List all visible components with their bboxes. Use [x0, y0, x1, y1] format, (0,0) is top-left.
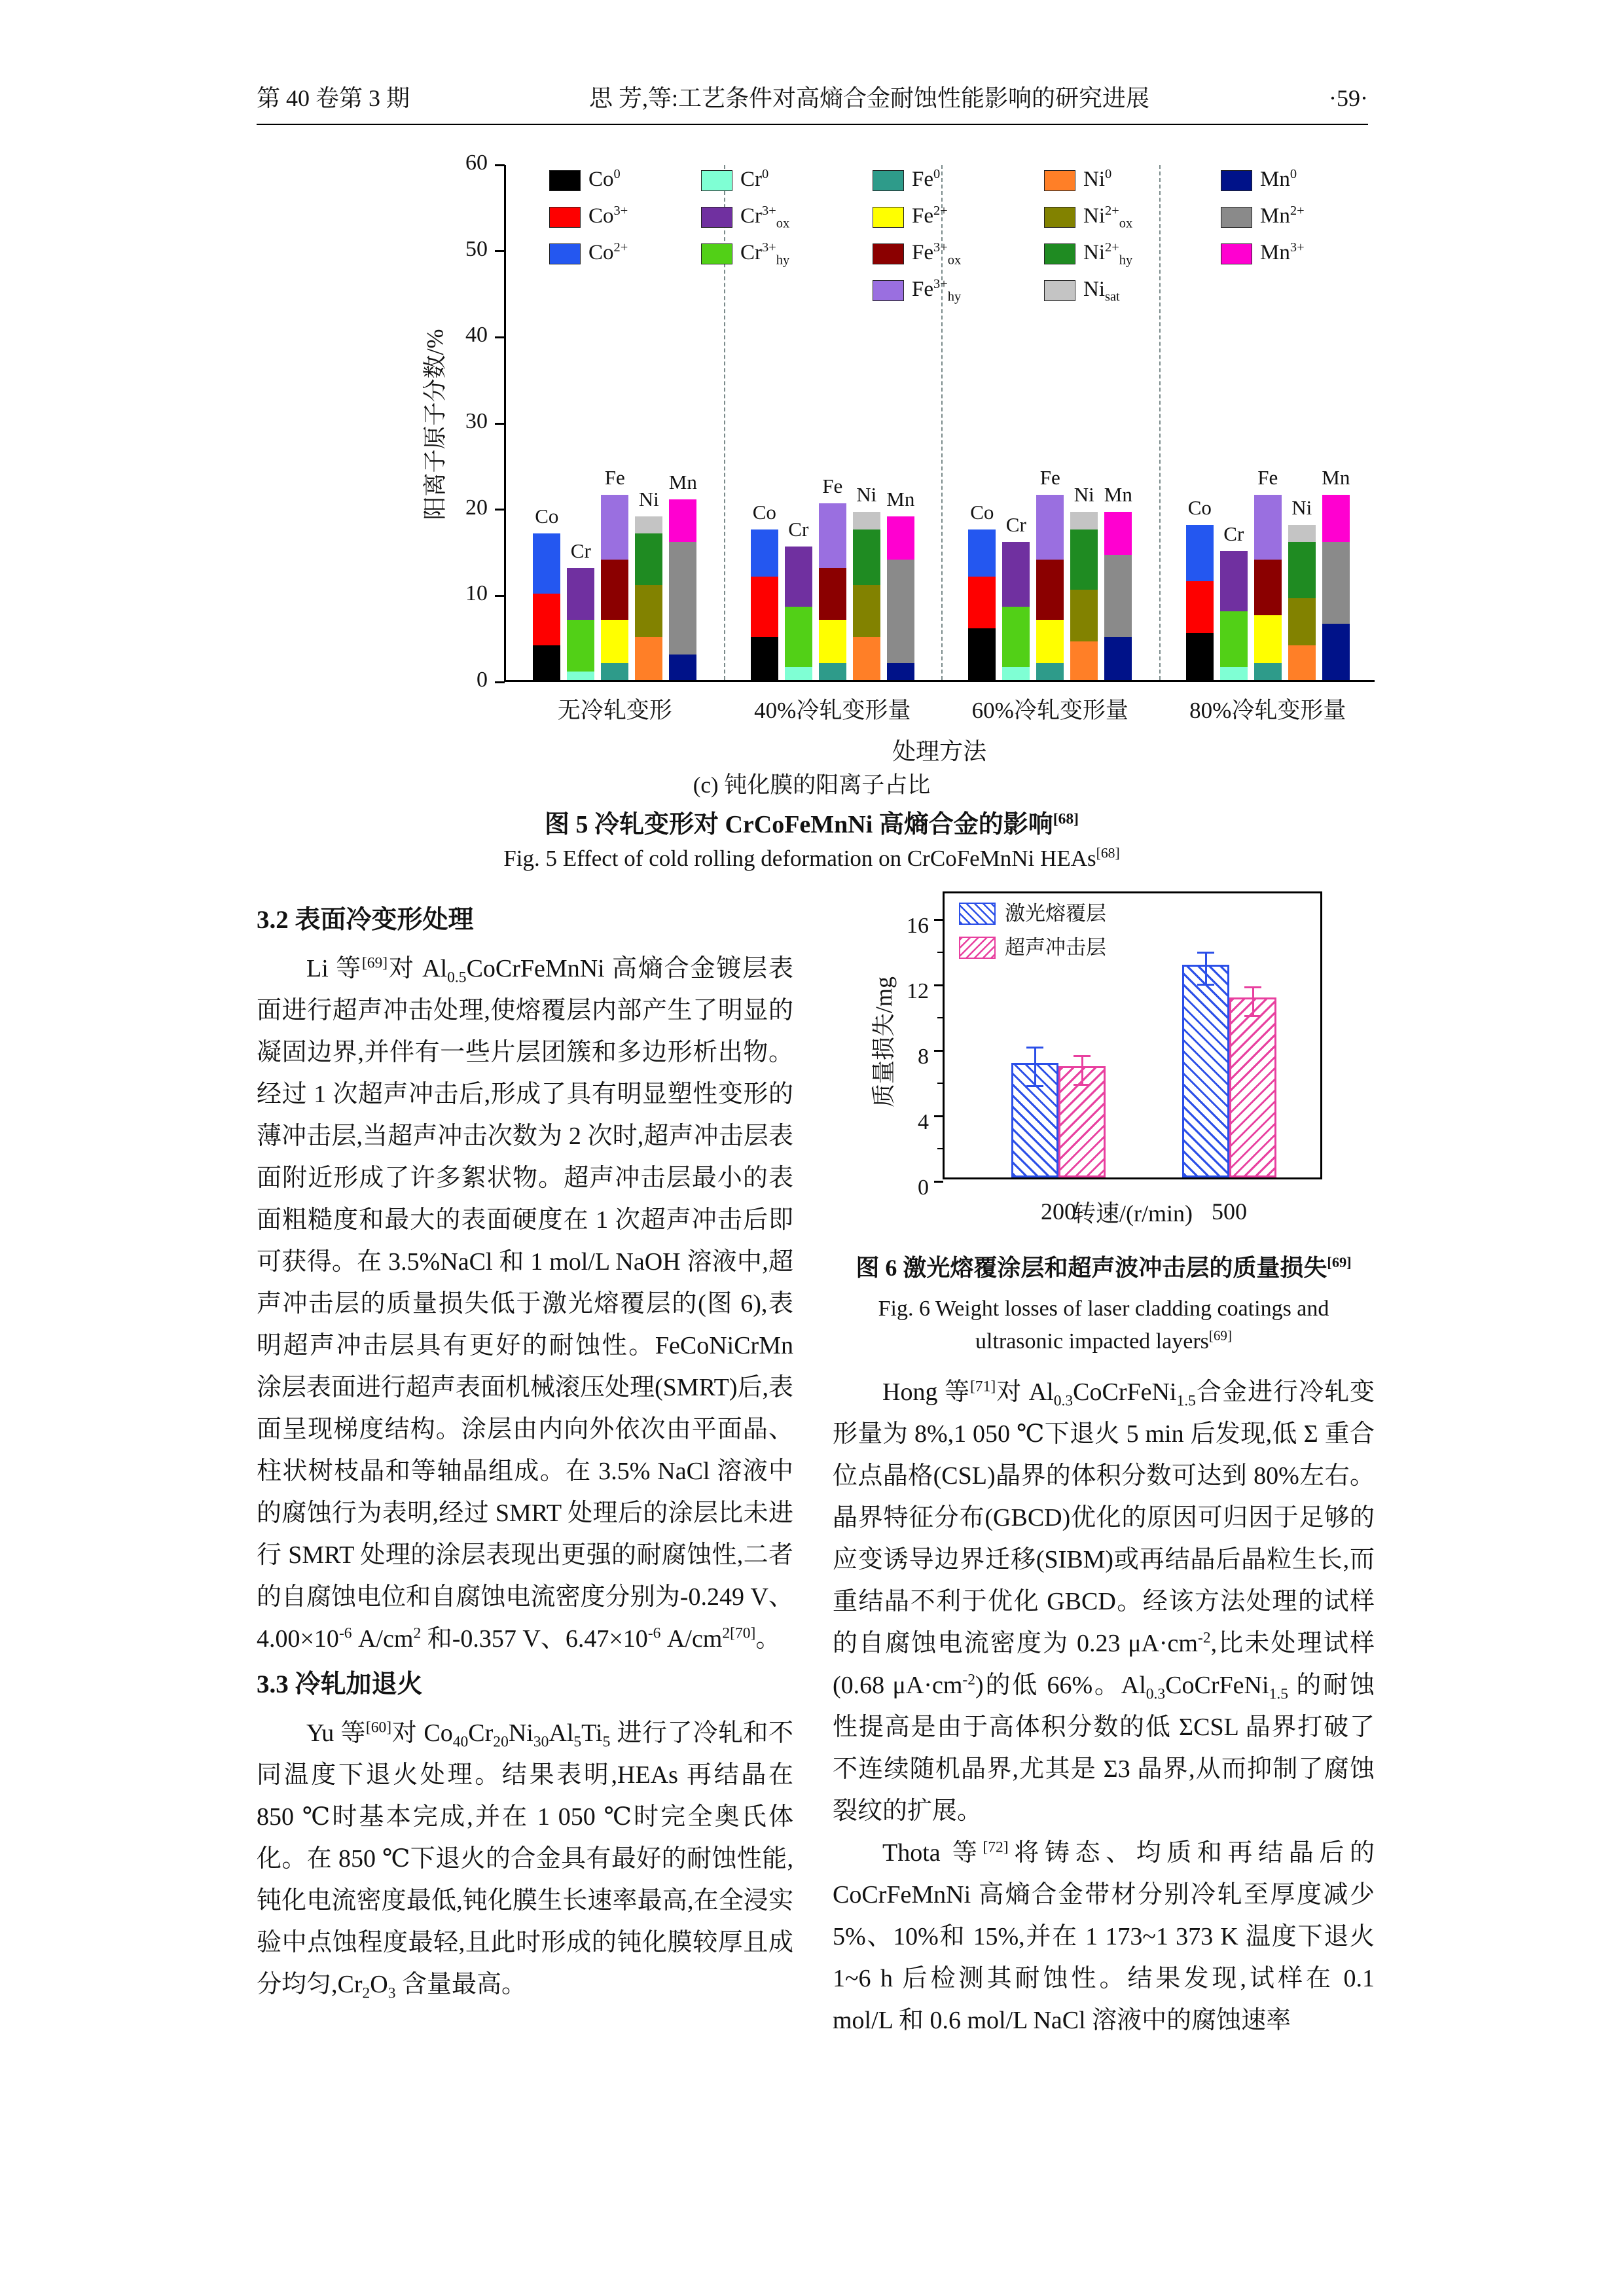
fig5-bar-label: Cr [788, 517, 809, 541]
fig6-y-tick-label: 4 [918, 1110, 929, 1134]
fig6-legend-swatch [959, 937, 996, 959]
fig5-legend-swatch [1044, 170, 1075, 191]
fig5-legend-swatch [1221, 170, 1252, 191]
fig5-bar-label: Mn [1104, 483, 1132, 507]
fig5-bar-segment [1002, 667, 1030, 680]
fig5-bar-segment [1104, 512, 1132, 555]
fig5-bar-segment [1288, 598, 1316, 645]
fig6-x-tick-label: 500 [1212, 1198, 1247, 1225]
fig5-bar-segment [1070, 529, 1098, 590]
fig6-y-tick [934, 984, 943, 986]
fig5-y-tick-label: 20 [465, 495, 488, 520]
fig5-legend-swatch [701, 170, 732, 191]
figure6-chart [844, 880, 1362, 1236]
fig5-legend-label: $Fe^{3+}_{ox}$ [912, 240, 962, 268]
fig5-legend-swatch [1044, 280, 1075, 301]
fig5-bar-segment [968, 628, 996, 680]
fig5-bar-segment [819, 663, 846, 680]
fig5-caption-cn: 图 5 冷轧变形对 CrCoFeMnNi 高熵合金的影响[68] [544, 810, 1079, 838]
fig5-legend-swatch [873, 207, 904, 228]
fig6-error-cap [1074, 1084, 1091, 1086]
fig5-bar-segment [1254, 663, 1282, 680]
fig5-legend-label: $Mn^{3+}$ [1260, 240, 1305, 264]
fig5-legend-swatch [1044, 207, 1075, 228]
fig6-y-axis-label: 质量损失/mg [871, 977, 897, 1108]
fig5-legend-label: Ni$^0$ [1083, 167, 1112, 191]
fig6-y-minor-tick [937, 1017, 943, 1018]
fig5-group-label: 60%冷轧变形量 [971, 698, 1128, 723]
fig5-bar-segment [751, 577, 778, 637]
fig5-bar-segment [819, 620, 846, 663]
fig5-bar-segment [635, 516, 662, 533]
fig5-y-tick [495, 509, 505, 511]
fig6-legend-swatch [959, 903, 996, 925]
fig5-legend-label: $Co^{3+}$ [588, 204, 628, 228]
fig5-bar-label: Mn [668, 470, 697, 493]
fig5-bar-label: Mn [886, 487, 915, 511]
fig5-bar-label: Co [752, 500, 776, 524]
fig6-y-tick [934, 1050, 943, 1052]
fig6-y-tick-label: 0 [918, 1175, 929, 1200]
fig5-y-axis-label: 阳离子原子分数/% [422, 329, 448, 520]
fig5-bar-label: Cr [1005, 513, 1026, 537]
fig5-bar-segment [1322, 624, 1350, 680]
fig5-bar-label: Cr [1223, 522, 1244, 545]
fig5-y-tick-label: 10 [465, 581, 488, 606]
figure5-chart [393, 151, 1394, 766]
fig5-legend-label: $Fe^{3+}_{hy}$ [912, 277, 962, 304]
paragraph-hong: Hong 等[71]对 $Al_{0.3}CoCrFeNi_{1.5}$合金进行冷轧变形量为 8%,1 050 ℃下退火 5 min 后发现,低 Σ 重合位点晶格(CSL)晶界的体积分数可达到 80%左右。晶界特征分布(GBCD)优化的原因可归因于足够的应变诱导边界迁移(SIBM)或再结晶后晶粒生长,而重结晶不利于优化 GBCD。经该方法处理的试样的自腐蚀电流密度为 0.23 $\mu A\cdot cm^{-2}$,比未处理试样(0.68 $\mu A\cdot cm^{-2}$)的低 66%。$Al_{0.3}CoCrFeNi_{1.5}$ 的耐蚀性提高是由于高体积分数的低 ΣCSL 晶界打破了不连续随机晶界,尤其是 Σ3 晶界,从而抑制了腐蚀裂纹的扩展。 [833, 1378, 1375, 1825]
fig5-legend-label: $Mn^{2+}$ [1260, 204, 1305, 228]
fig5-y-tick-label: 40 [465, 323, 488, 348]
left-column [257, 895, 793, 2005]
fig5-legend-swatch [1044, 243, 1075, 264]
running-title: 思 芳,等:工艺条件对高熵合金耐蚀性能影响的研究进展 [589, 85, 1150, 111]
fig5-group-label: 80%冷轧变形量 [1189, 698, 1346, 723]
fig6-error-bar [1081, 1056, 1083, 1085]
fig5-y-tick [495, 681, 505, 683]
fig5-bar-segment [635, 585, 662, 637]
fig5-bar-label: Ni [1074, 483, 1094, 507]
fig5-bar-segment [968, 577, 996, 628]
fig5-legend-swatch [1221, 243, 1252, 264]
fig5-bar-segment [751, 637, 778, 680]
fig5-bar-segment [1322, 495, 1350, 542]
fig5-legend-label: $Ni_{sat}$ [1083, 278, 1120, 304]
fig5-bar-segment [1220, 611, 1248, 668]
fig5-y-tick [495, 250, 505, 252]
right-column [833, 880, 1375, 2041]
fig6-x-axis-label: 转速/(r/min) [1072, 1200, 1193, 1227]
fig5-bar-segment [1322, 542, 1350, 624]
fig6-error-cap [1026, 1085, 1043, 1087]
fig5-bar-segment [533, 645, 560, 680]
fig5-group-separator [1159, 165, 1161, 680]
fig5-bar-segment [887, 560, 914, 663]
fig5-legend-label: $Cr^{3+}_{ox}$ [740, 204, 790, 231]
fig5-bar-segment [1220, 551, 1248, 611]
fig5-bar-segment [567, 672, 594, 680]
fig5-bar-segment [1036, 620, 1064, 663]
fig5-legend-label: $Fe^{2+}$ [912, 204, 948, 228]
fig5-bar-segment [601, 560, 628, 620]
fig5-y-tick [495, 336, 505, 338]
fig5-bar-segment [887, 663, 914, 680]
fig5-legend-label: Fe$^0$ [912, 167, 941, 191]
fig5-y-tick-label: 0 [477, 668, 488, 692]
paragraph-3-2: Li 等[69]对 $Al_{0.5}CoCrFeMnNi$ 高熵合金镀层表面进行超声冲击处理,使熔覆层内部产生了明显的凝固边界,并伴有一些片层团簇和多边形析出物。经过 1 次超声冲击后,形成了具有明显塑性变形的薄冲击层,当超声冲击次数为 2 次时,超声冲击层表面附近形成了许多絮状物。超声冲击层最小的表面粗糙度和最大的表面硬度在 1 次超声冲击后即可获得。在 3.5%NaCl 和 1 mol/L NaOH 溶液中,超声冲击层的质量损失低于激光熔覆层的(图 6),表明超声冲击层具有更好的耐蚀性。FeCoNiCrMn 涂层表面进行超声表面机械滚压处理(SMRT)后,表面呈现梯度结构。涂层由内向外依次由平面晶、柱状树枝晶和等轴晶组成。在 3.5% NaCl 溶液中的腐蚀行为表明,经过 SMRT 处理后的涂层比未进行 SMRT 处理的涂层表现出更强的耐腐蚀性,二者的自腐蚀电位和自腐蚀电流密度分别为-0.249 V、$4.00\times 10^{-6}$ $A/cm^2$ 和-0.357 V、$6.47\times 10^{-6}$ $A/cm^{2[70]}$。 [257, 954, 794, 1653]
fig5-subcaption: (c) 钝化膜的阳离子占比 [693, 772, 931, 798]
fig5-bar-segment [1186, 633, 1214, 680]
fig5-bar-segment [669, 655, 696, 681]
fig6-caption-en [833, 1293, 1375, 1358]
fig5-bar-label: Ni [856, 483, 877, 507]
fig6-error-bar [1034, 1047, 1036, 1086]
fig6-caption-en-line2: ultrasonic impacted layers[69] [975, 1327, 1232, 1354]
fig5-y-tick-label: 50 [465, 236, 488, 261]
fig5-bar-segment [1254, 615, 1282, 662]
fig5-bar-segment [1104, 555, 1132, 637]
fig6-y-tick-label: 16 [907, 914, 929, 938]
fig5-legend-label: $Co^{2+}$ [588, 240, 628, 264]
fig5-legend-swatch [549, 170, 581, 191]
fig5-legend-label: $Cr^{3+}_{hy}$ [740, 240, 790, 268]
fig5-bar-label: Fe [1039, 465, 1060, 489]
fig5-bar-segment [1070, 512, 1098, 529]
fig6-y-minor-tick [937, 952, 943, 953]
fig6-error-cap [1244, 986, 1261, 988]
fig5-bar-segment [887, 516, 914, 560]
fig6-x-tick-label: 200 [1041, 1198, 1076, 1225]
fig5-group-label: 无冷轧变形 [557, 698, 672, 723]
fig6-error-cap [1074, 1055, 1091, 1057]
fig5-legend-label: Co$^0$ [588, 167, 621, 191]
fig5-legend-swatch [873, 280, 904, 301]
fig5-bar-label: Fe [604, 465, 625, 489]
fig6-error-bar [1252, 987, 1254, 1016]
page-header [257, 80, 1368, 125]
fig6-error-bar [1205, 952, 1207, 985]
fig6-y-tick [934, 1181, 943, 1183]
fig5-bar-segment [1036, 560, 1064, 620]
fig5-bar-label: Ni [1291, 496, 1312, 519]
fig5-legend-swatch [701, 207, 732, 228]
fig6-y-tick [934, 919, 943, 921]
fig5-y-tick-label: 30 [465, 409, 488, 433]
fig5-bar-segment [635, 533, 662, 585]
fig5-bar-segment [785, 667, 812, 680]
fig5-legend-swatch [549, 207, 581, 228]
fig5-y-tick [495, 595, 505, 597]
paragraph-3-3: Yu 等[60]对 $Co_{40}Cr_{20}Ni_{30}Al_5Ti_5$ 进行了冷轧和不同温度下退火处理。结果表明,HEAs 再结晶在 850 ℃时基本完成,并在 1 050 ℃时完全奥氏体化。在 850 ℃下退火的合金具有最好的耐蚀性能,钝化电流密度最低,钝化膜生长速率最高,在全浸实验中点蚀程度最轻,且此时形成的钝化膜较厚且成分均匀$,Cr_2O_3$ 含量最高。 [257, 1719, 793, 2002]
page-number: ·59· [1329, 85, 1368, 111]
fig6-y-minor-tick [937, 1083, 943, 1084]
fig6-bar [1229, 997, 1276, 1177]
fig5-legend-label: $Ni^{2+}_{ox}$ [1083, 204, 1133, 231]
fig5-bar-segment [1288, 542, 1316, 598]
fig5-group-separator [724, 165, 725, 680]
fig6-error-cap [1197, 952, 1214, 954]
fig5-bar-segment [853, 637, 880, 680]
fig6-y-tick-label: 8 [918, 1045, 929, 1069]
fig5-legend-swatch [549, 243, 581, 264]
fig5-bar-segment [1220, 667, 1248, 680]
fig6-bar [1182, 965, 1229, 1177]
fig5-bar-segment [1254, 560, 1282, 616]
fig5-bar-label: Co [1187, 496, 1212, 519]
fig5-y-tick [495, 423, 505, 425]
fig5-bar-label: Cr [570, 539, 591, 562]
fig5-bar-segment [785, 607, 812, 667]
fig5-bar-segment [669, 499, 696, 543]
fig5-bar-label: Fe [822, 475, 843, 498]
fig5-bar-label: Co [970, 500, 994, 524]
fig5-group-label: 40%冷轧变形量 [754, 698, 911, 723]
fig6-y-minor-tick [937, 1148, 943, 1149]
fig5-legend-swatch [873, 243, 904, 264]
fig5-bar-segment [819, 503, 846, 568]
fig5-bar-segment [819, 568, 846, 620]
fig6-error-cap [1197, 984, 1214, 986]
section-heading-3-3: 3.3 冷轧加退火 [257, 1670, 423, 1698]
fig6-caption-cn: 图 6 激光熔覆涂层和超声波冲击层的质量损失[69] [856, 1254, 1352, 1281]
fig5-bar-segment [601, 663, 628, 680]
fig6-caption-en-line1: Fig. 6 Weight losses of laser cladding coatings and [878, 1297, 1329, 1321]
paragraph-thota: Thota 等[72]将铸态、均质和再结晶后的 CoCrFeMnNi 高熵合金带材分别冷轧至厚度减少 5%、10%和 15%,并在 1 173~1 373 K 温度下退火 1~6 h 后检测其耐蚀性。结果发现,试样在 0.1 mol/L 和 0.6 mol/L NaCl 溶液中的腐蚀速率 [833, 1839, 1375, 2034]
fig5-bar-segment [1002, 607, 1030, 667]
fig5-legend-label: Mn$^0$ [1260, 167, 1297, 191]
fig5-bar-label: Fe [1257, 465, 1278, 489]
fig6-legend-label: 激光熔覆层 [1005, 902, 1106, 925]
fig5-y-tick-label: 60 [465, 151, 488, 175]
fig6-y-tick-label: 12 [907, 979, 929, 1003]
fig5-bar-segment [533, 594, 560, 645]
fig5-legend-label: $Ni^{2+}_{hy}$ [1083, 240, 1133, 268]
fig6-error-cap [1244, 1015, 1261, 1017]
fig5-bar-segment [1002, 542, 1030, 607]
fig5-bar-segment [1070, 590, 1098, 641]
fig5-bar-segment [1104, 637, 1132, 680]
fig5-x-axis-label: 处理方法 [892, 738, 986, 764]
fig5-bar-segment [853, 512, 880, 529]
fig5-legend-swatch [701, 243, 732, 264]
fig5-legend-label: Cr$^0$ [740, 167, 769, 191]
fig5-bar-segment [1036, 663, 1064, 680]
fig6-y-tick [934, 1115, 943, 1117]
fig5-bar-segment [635, 637, 662, 680]
fig5-plot [465, 151, 1375, 723]
fig5-legend-swatch [1221, 207, 1252, 228]
fig5-bar-segment [853, 529, 880, 586]
fig6-error-cap [1026, 1047, 1043, 1049]
section-heading-3-2: 3.2 表面冷变形处理 [257, 906, 474, 934]
fig5-bar-segment [601, 620, 628, 663]
fig5-y-tick [495, 164, 505, 166]
fig5-bar-segment [1288, 525, 1316, 542]
fig5-bar-label: Co [535, 505, 559, 528]
fig5-bar-segment [785, 547, 812, 607]
fig5-bar-segment [853, 585, 880, 637]
journal-issue: 第 40 卷第 3 期 [257, 85, 410, 111]
fig5-bar-segment [669, 542, 696, 654]
fig5-bar-segment [1186, 581, 1214, 633]
fig6-legend-label: 超声冲击层 [1005, 936, 1106, 959]
fig5-legend-swatch [873, 170, 904, 191]
fig5-bar-segment [1070, 641, 1098, 680]
fig5-bar-segment [567, 620, 594, 672]
fig5-caption-en: Fig. 5 Effect of cold rolling deformation on CrCoFeMnNi HEAs[68] [503, 845, 1120, 871]
fig5-bar-label: Ni [638, 487, 659, 511]
fig5-bar-segment [567, 568, 594, 620]
fig5-bar-segment [1288, 645, 1316, 680]
fig5-bar-label: Mn [1322, 465, 1350, 489]
